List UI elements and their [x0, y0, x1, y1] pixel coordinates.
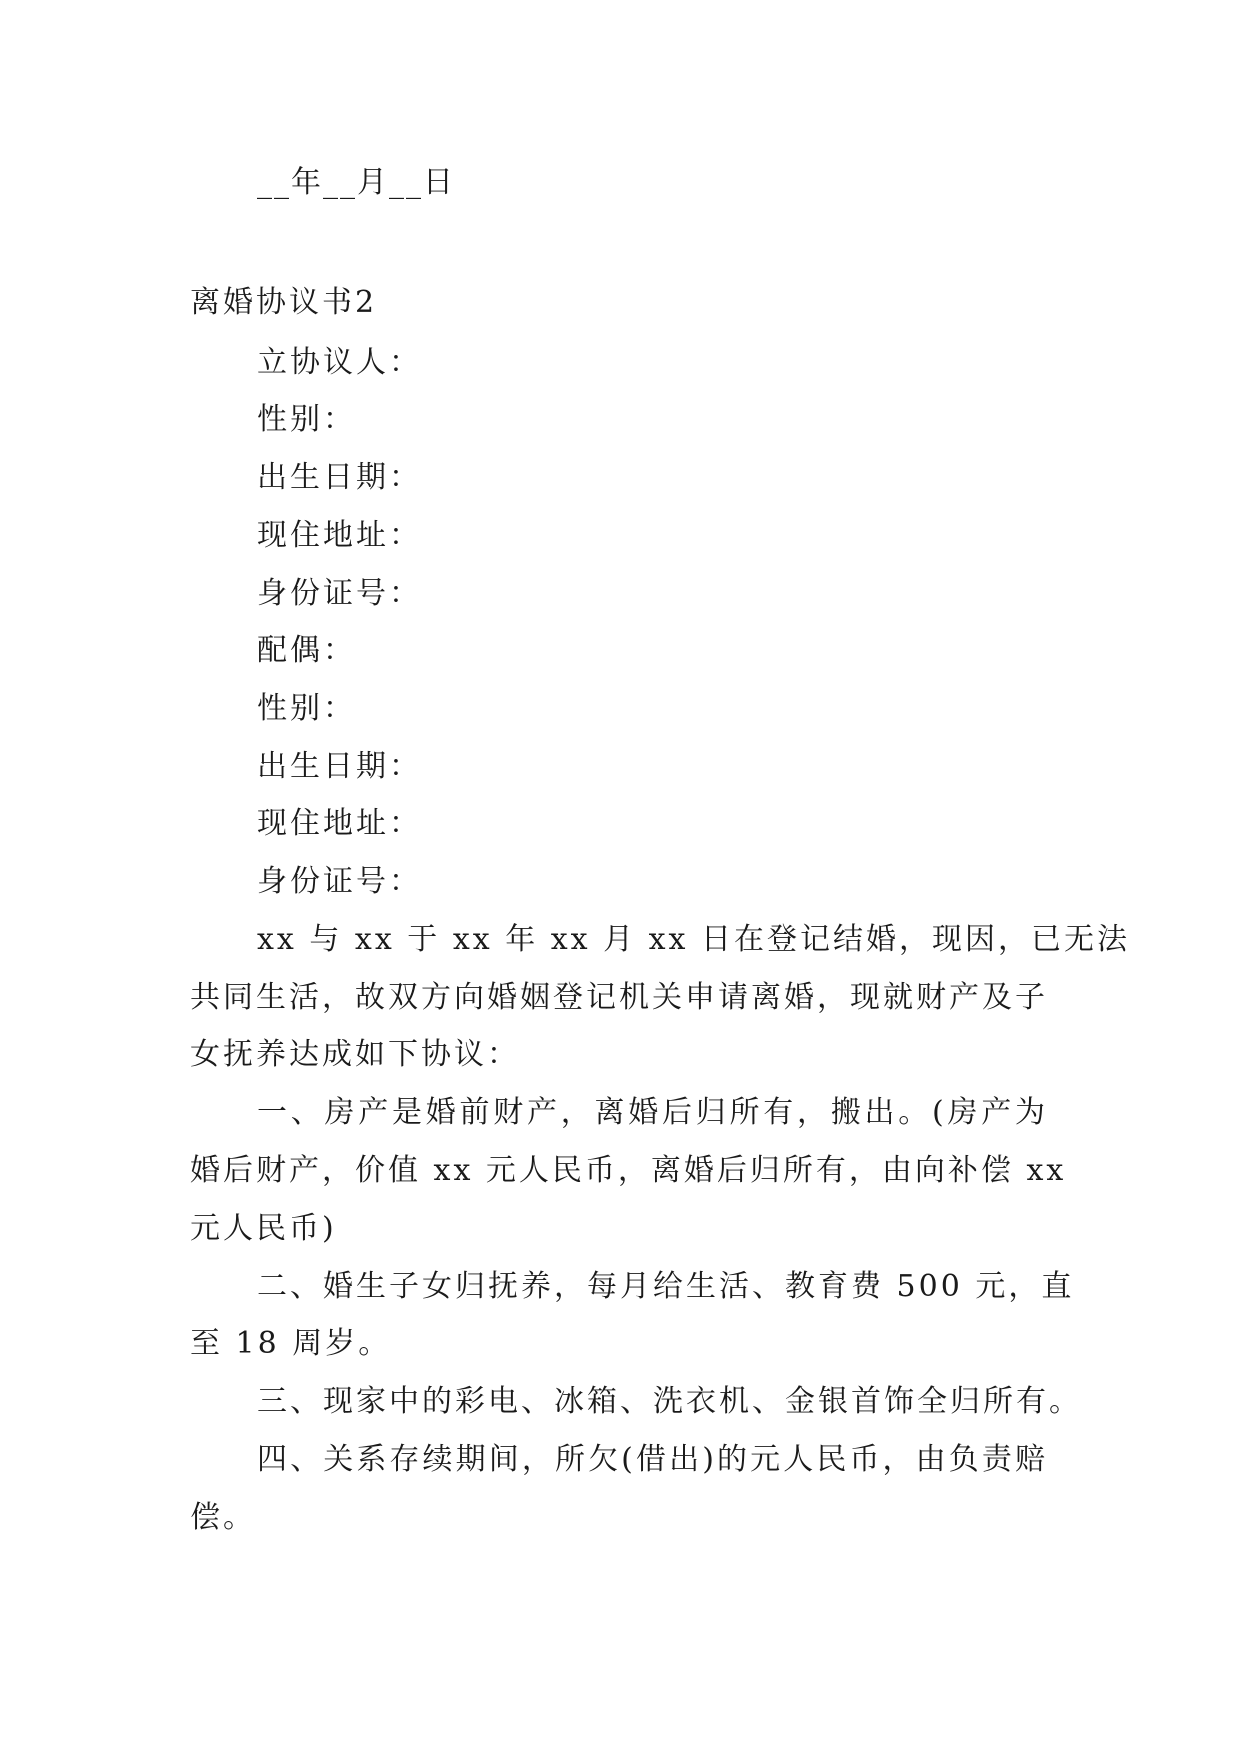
clause-4-line-2: 偿。 — [190, 1500, 256, 1535]
clause-1-line-3: 元人民币) — [190, 1211, 337, 1246]
clause-1-line-1: 一、房产是婚前财产，离婚后归所有，搬出。(房产为 — [257, 1095, 1048, 1130]
party-name-label: 立协议人： — [257, 345, 422, 380]
spouse-birth-label: 出生日期： — [257, 749, 422, 784]
clause-1-line-2: 婚后财产，价值 xx 元人民币，离婚后归所有，由向补偿 xx — [190, 1153, 1067, 1188]
intro-line-3: 女抚养达成如下协议： — [190, 1037, 520, 1072]
party-id-label: 身份证号： — [257, 576, 422, 611]
party-birth-label: 出生日期： — [257, 460, 422, 495]
document-title: 离婚协议书2 — [190, 285, 378, 320]
clause-3-line-1: 三、现家中的彩电、冰箱、洗衣机、金银首饰全归所有。 — [257, 1384, 1082, 1419]
intro-line-1: xx 与 xx 于 xx 年 xx 月 xx 日在登记结婚，现因，已无法 — [257, 922, 1131, 957]
spouse-address-label: 现住地址： — [257, 806, 422, 841]
date-line: __年__月__日 — [257, 165, 455, 200]
spouse-name-label: 配偶： — [257, 633, 356, 668]
clause-4-line-1: 四、关系存续期间，所欠(借出)的元人民币，由负责赔 — [257, 1442, 1048, 1477]
party-address-label: 现住地址： — [257, 518, 422, 553]
clause-2-line-1: 二、婚生子女归抚养，每月给生活、教育费 500 元，直 — [257, 1269, 1075, 1304]
party-gender-label: 性别： — [257, 402, 356, 437]
spouse-gender-label: 性别： — [257, 691, 356, 726]
intro-line-2: 共同生活，故双方向婚姻登记机关申请离婚，现就财产及子 — [190, 980, 1048, 1015]
spouse-id-label: 身份证号： — [257, 864, 422, 899]
clause-2-line-2: 至 18 周岁。 — [190, 1326, 392, 1361]
